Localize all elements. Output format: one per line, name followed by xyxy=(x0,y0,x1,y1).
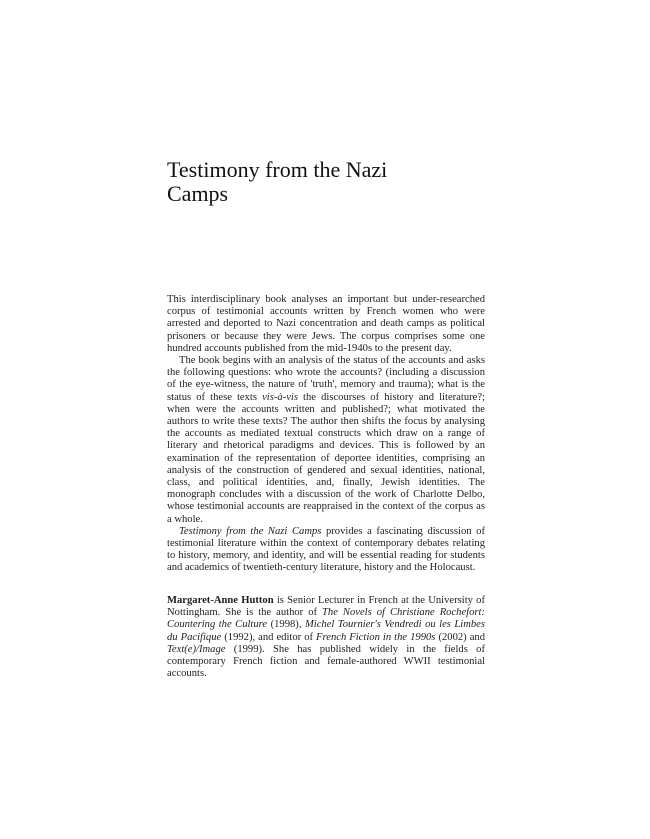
italic-run: Michel Tournier's Vendredi ou les Limbes du Pacifique xyxy=(167,619,485,643)
text-run: The book begins with an analysis of the status of the accounts and asks the following questions: who wrote the accounts? (including a discussion of the eye-witness, the nature of 'truth', memory and trauma); what is the status of these texts xyxy=(167,355,485,403)
description-paragraph-2 xyxy=(167,355,485,526)
text-run: (1998), xyxy=(267,619,305,631)
title-line-2: Camps xyxy=(167,181,229,206)
italic-run-book-title: Testimony from the Nazi Camps xyxy=(179,525,322,537)
page-title xyxy=(167,158,487,206)
italic-run: Text(e)/Image xyxy=(167,643,226,655)
description-paragraph-1 xyxy=(167,294,485,355)
text-run: (1992), and editor of xyxy=(221,631,317,643)
italic-run: The Novels of Christiane Rochefort: Countering the Culture xyxy=(167,607,485,631)
text-run: is Senior Lecturer in French at the University of Nottingham. She is the author of xyxy=(167,595,485,619)
title-line-1: Testimony from the Nazi xyxy=(167,157,388,182)
text-run: (1999). She has published widely in the fields of contemporary French fiction and female-authored WWII testimonial accounts. xyxy=(167,643,485,680)
text-run: the discourses of history and literature?; when were the accounts written and published?; what motivated the authors to write these texts? The author then shifts the focus by analysing the accounts as mediated textual constructs which draw on a range of literary and rhetorical paradigms and devices. This is followed by an examination of the representation of deportee identities, comprising an analysis of the construction of gendered and sexual identities, national, class, and political identities, and, finally, Jewish identities. The monograph concludes with a discussion of the work of Charlotte Delbo, whose testimonial accounts are reappraised in the context of the corpus as a whole. xyxy=(167,391,485,525)
book-description xyxy=(167,294,485,575)
author-bio xyxy=(167,595,485,680)
italic-run: vis-à-vis xyxy=(262,391,298,403)
text-run: provides a fascinating discussion of testimonial literature within the context of contemporary debates relating to history, memory, and identity, and will be essential reading for students and academics of twentieth-century literature, history and the Holocaust. xyxy=(167,525,486,574)
text-run: (2002) and xyxy=(435,631,485,643)
description-paragraph-3 xyxy=(167,526,485,575)
text-run: This interdisciplinary book analyses an important but under-researched corpus of testimonial accounts written by French women who were arrested and deported to Nazi concentration and death camps as political prisoners or because they were Jews. The corpus comprises some one hundred accounts published from the mid-1940s to the present day. xyxy=(167,294,485,354)
italic-run: French Fiction in the 1990s xyxy=(316,631,436,643)
author-name: Margaret-Anne Hutton xyxy=(167,595,274,606)
author-bio-paragraph xyxy=(167,595,485,680)
